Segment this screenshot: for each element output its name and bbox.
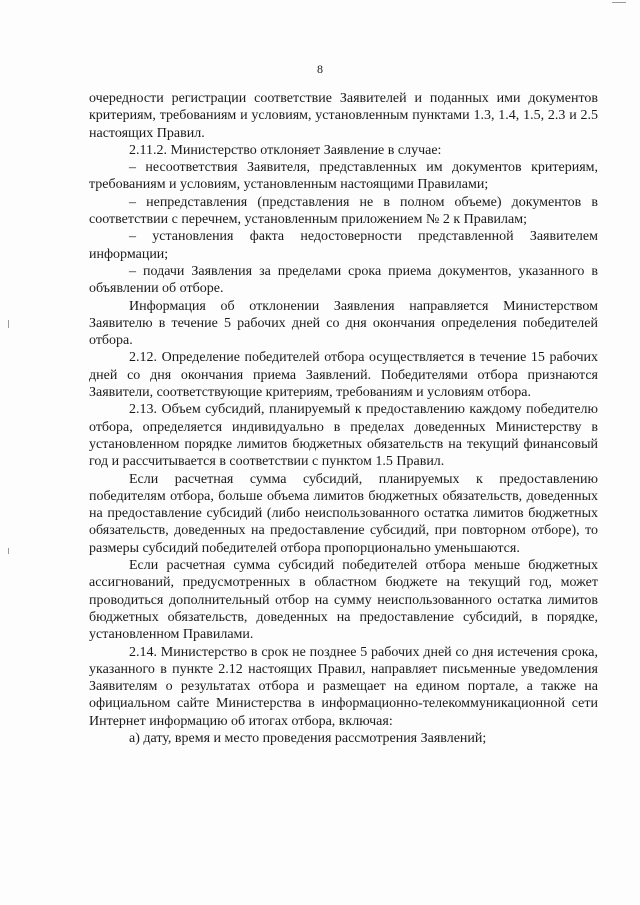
page-number: 8 (317, 62, 323, 76)
list-item-nonsubmission: – непредставления (представления не в полном объеме) документов в соответствии с перечнем, установленным приложением № 2 к Правилам; (89, 194, 598, 228)
list-item-nonconformity: – несоответствия Заявителя, представленных им документов критериям, требованиям и условиям, установленным настоящими Правилами; (89, 160, 598, 193)
paragraph-2-13: 2.13. Объем субсидий, планируемый к предоставлению каждому победителю отбора, определяется индивидуально в пределах доведенных Министерству в установленном порядке лимитов бюджетных обязательств на текущий финансовый год и рассчитывается в соответствии с пунктом 1.5 Правил. (89, 402, 598, 470)
list-item-a: а) дату, время и место проведения рассмотрения Заявлений; (129, 730, 487, 746)
paragraph-2-14: 2.14. Министерство в срок не позднее 5 рабочих дней со дня истечения срока, указанного в пункте 2.12 настоящих Правил, направляет письменные уведомления Заявителям о результатах отбора и размещает на едином портале, а также на официальном сайте Министерства в информационно-телекоммуникационной сети Интернет информацию об итогах отбора, включая: (89, 644, 598, 729)
list-item-inaccuracy: – установления факта недостоверности представленной Заявителем информации; (89, 229, 598, 262)
paragraph-continuation: очередности регистрации соответствие Заявителей и поданных ими документов критериям, требованиям и условиям, установленным пунктами 1.3, 1.4, 1.5, 2.3 и 2.5 настоящих Правил. (89, 91, 598, 141)
scan-artifact-top-right (612, 2, 626, 3)
paragraph-2-11-2: 2.11.2. Министерство отклоняет Заявление в случае: (129, 142, 442, 158)
list-item-late-submission: – подачи Заявления за пределами срока приема документов, указанного в объявлении об отборе. (89, 263, 598, 297)
paragraph-rejection-info: Информация об отклонении Заявления направляется Министерством Заявителю в течение 5 рабочих дней со дня окончания определения победителей отбора. (89, 298, 598, 349)
document-body (89, 90, 598, 747)
scan-artifact-left-2 (8, 548, 9, 554)
paragraph-subsidy-reduction: Если расчетная сумма субсидий, планируемых к предоставлению победителям отбора, больше объема лимитов бюджетных обязательств, доведенных на предоставление субсидий (либо неиспользованного остатка лимитов бюджетных обязательств, доведенных на предоставление субсидий, при повторном отборе), то размеры субсидий победителей отбора пропорционально уменьшаются. (89, 471, 598, 556)
scan-artifact-left-1 (8, 320, 9, 328)
paragraph-additional-selection: Если расчетная сумма субсидий победителей отбора меньше бюджетных ассигнований, предусмотренных в областном бюджете на текущий год, может проводиться дополнительный отбор на сумму неиспользованного остатка лимитов бюджетных обязательств, доведенных на предоставление субсидий, в порядке, установленном Правилами. (89, 558, 598, 643)
paragraph-2-12: 2.12. Определение победителей отбора осуществляется в течение 15 рабочих дней со дня окончания приема Заявлений. Победителями отбора признаются Заявители, соответствующие критериям, требованиям и условиям отбора. (89, 350, 598, 401)
